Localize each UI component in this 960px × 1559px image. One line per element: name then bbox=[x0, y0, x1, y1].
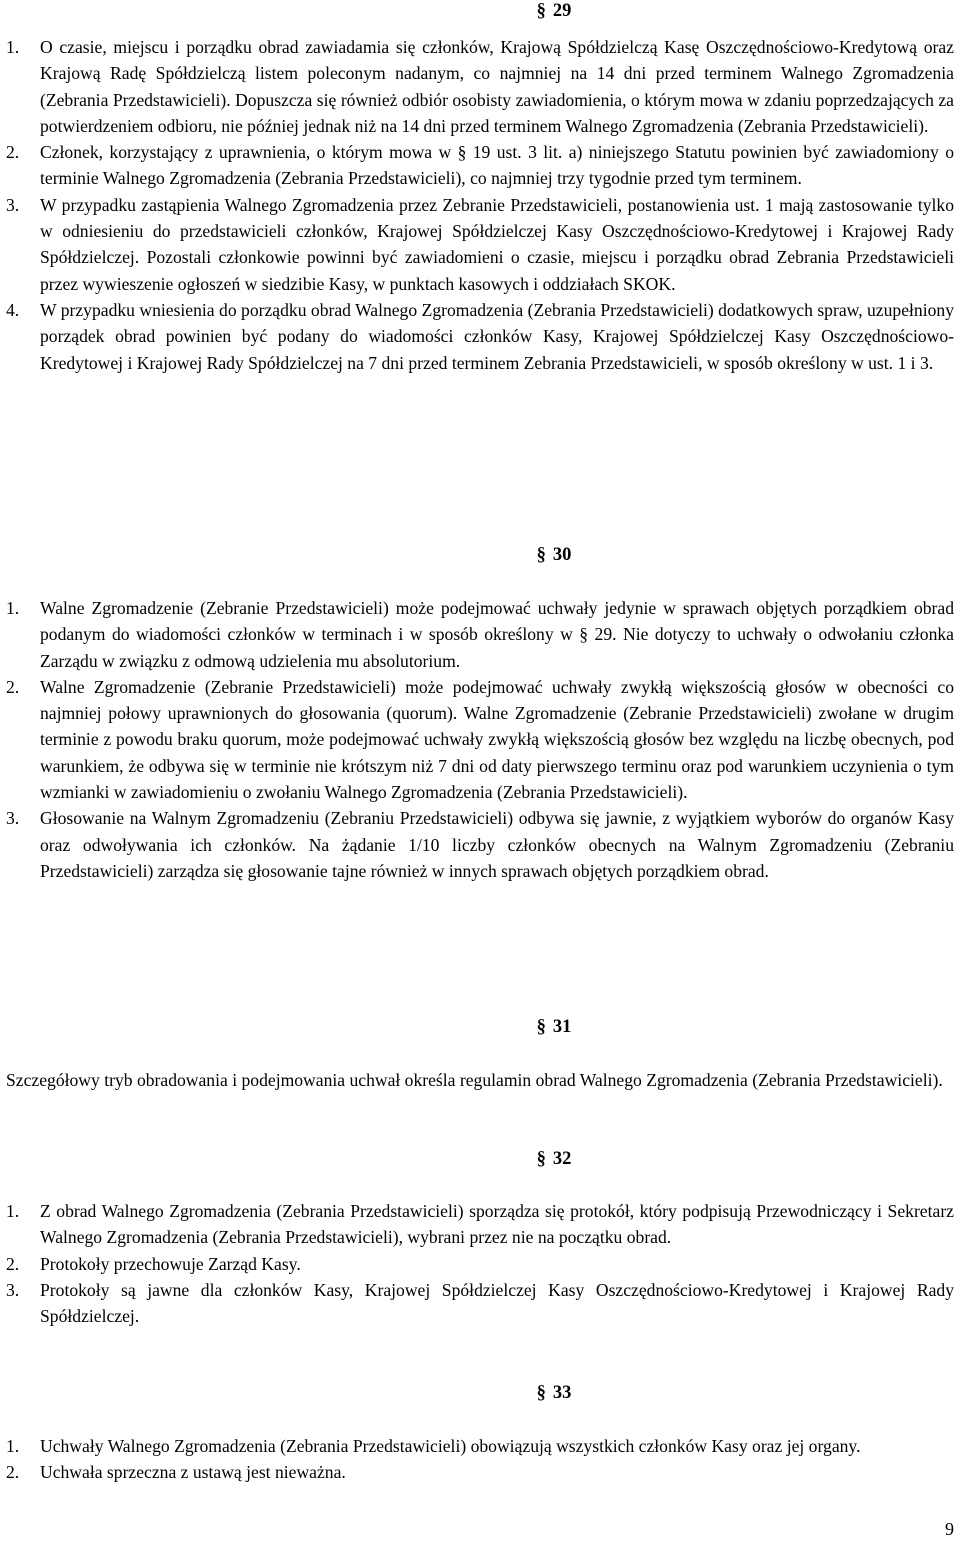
item-number: 2. bbox=[6, 676, 20, 697]
item-text: Uchwała sprzeczna z ustawą jest nieważna. bbox=[40, 1462, 346, 1483]
list-item bbox=[0, 297, 960, 376]
list-item bbox=[0, 139, 960, 192]
item-text: Walne Zgromadzenie (Zebranie Przedstawicieli) może podejmować uchwały jedynie w sprawach objętych porządkiem obrad podanym do wiadomości członków w terminach i w sposób określony w § 29. Nie dotyczy to uchwały o odwołaniu członka Zarządu w związku z odmową udzielenia mu absolutorium. bbox=[40, 598, 954, 671]
section-number: 32 bbox=[552, 1149, 572, 1169]
section-heading-29 bbox=[0, 0, 960, 24]
item-text: O czasie, miejscu i porządku obrad zawiadamia się członków, Krajową Spółdzielczą Kasę Oszczędnościowo-Kredytową oraz Krajową Radę Spółdzielczą listem poleconym nadanym, co najmniej na 14 dni przed terminem Walnego Zgromadzenia (Zebrania Przedstawicieli). Dopuszcza się również odbiór osobisty zawiadomienia, o którym mowa w zdaniu poprzedzających za potwierdzeniem odbioru, nie później jednak niż na 14 dni przed terminem Walnego Zgromadzenia (Zebrania Przedstawicieli). bbox=[40, 37, 954, 136]
item-number: 1. bbox=[6, 1201, 20, 1221]
list-item bbox=[0, 1433, 960, 1459]
item-number: 3. bbox=[6, 1279, 20, 1300]
item-number: 2. bbox=[6, 142, 20, 163]
item-text: Z obrad Walnego Zgromadzenia (Zebrania Przedstawicieli) sporządza się protokół, który podpisują Przewodniczący i Sekretarz Walnego Zgromadzenia (Zebrania Przedstawicieli), wybrani przez nie na początku obrad. bbox=[40, 1201, 954, 1248]
item-number: 4. bbox=[6, 299, 20, 320]
section-number: 33 bbox=[552, 1383, 572, 1403]
section-heading-31 bbox=[0, 1014, 960, 1040]
list-item bbox=[0, 1459, 960, 1485]
section-number: 30 bbox=[552, 545, 572, 565]
list-item bbox=[0, 34, 960, 139]
page-number: 9 bbox=[945, 1519, 954, 1539]
item-text: Protokoły przechowuje Zarząd Kasy. bbox=[40, 1253, 301, 1274]
section-31-paragraph: Szczegółowy tryb obradowania i podejmowania uchwał określa regulamin obrad Walnego Zgromadzenia (Zebrania Przedstawicieli). bbox=[6, 1070, 943, 1090]
list-item bbox=[0, 674, 960, 805]
section-29-list bbox=[0, 34, 960, 376]
section-32-list bbox=[0, 1198, 960, 1329]
section-number: 31 bbox=[552, 1017, 572, 1037]
item-number: 1. bbox=[6, 1436, 20, 1456]
list-item bbox=[0, 1277, 960, 1330]
item-number: 3. bbox=[6, 808, 20, 829]
section-33-list bbox=[0, 1433, 960, 1486]
section-sign: § bbox=[536, 545, 546, 565]
section-30-list bbox=[0, 595, 960, 884]
item-text: W przypadku wniesienia do porządku obrad Walnego Zgromadzenia (Zebrania Przedstawicieli) dodatkowych spraw, uzupełniony porządek obrad powinien być podany do wiadomości członków Kasy, Krajowej Spółdzielczej Kasy Oszczędnościowo-Kredytowej i Krajowej Rady Spółdzielczej na 7 dni przed terminem Zebrania Przedstawicieli, w sposób określony w ust. 1 i 3. bbox=[40, 299, 954, 373]
section-heading-30 bbox=[0, 542, 960, 568]
item-text: Protokoły są jawne dla członków Kasy, Krajowej Spółdzielczej Kasy Oszczędnościowo-Kredytowej i Krajowej Rady Spółdzielczej. bbox=[40, 1279, 954, 1327]
section-heading-33 bbox=[0, 1380, 960, 1406]
item-number: 2. bbox=[6, 1462, 20, 1483]
list-item bbox=[0, 192, 960, 297]
item-text: W przypadku zastąpienia Walnego Zgromadzenia przez Zebranie Przedstawicieli, postanowienia ust. 1 mają zastosowanie tylko w odniesieniu do przedstawicieli członków, Krajowej Spółdzielczej Kasy Oszczędnościowo-Kredytowej i Krajowej Rady Spółdzielczej. Pozostali członkowie powinni być zawiadomieni o czasie, miejscu i porządku obrad Zebrania Przedstawicieli przez wywieszenie ogłoszeń w siedzibie Kasy, w punktach kasowych i oddziałach SKOK. bbox=[40, 194, 954, 294]
item-text: Uchwały Walnego Zgromadzenia (Zebrania Przedstawicieli) obowiązują wszystkich członków Kasy oraz jej organy. bbox=[40, 1436, 861, 1456]
section-number: 29 bbox=[552, 1, 572, 21]
list-item bbox=[0, 595, 960, 674]
section-sign: § bbox=[536, 1383, 546, 1403]
list-item bbox=[0, 805, 960, 884]
item-text: Głosowanie na Walnym Zgromadzeniu (Zebraniu Przedstawicieli) odbywa się jawnie, z wyjątkiem wyborów do organów Kasy oraz odwoływania ich członków. Na żądanie 1/10 liczby członków obecnych na Walnym Zgromadzeniu (Zebraniu Przedstawicieli) zarządza się głosowanie tajne również w innych sprawach objętych porządkiem obrad. bbox=[40, 808, 954, 881]
item-number: 1. bbox=[6, 598, 20, 618]
list-item bbox=[0, 1251, 960, 1277]
section-sign: § bbox=[536, 1017, 546, 1037]
item-number: 2. bbox=[6, 1253, 20, 1274]
list-item bbox=[0, 1198, 960, 1251]
item-text: Walne Zgromadzenie (Zebranie Przedstawicieli) może podejmować uchwały zwykłą większością głosów w obecności co najmniej połowy uprawnionych do głosowania (quorum). Walne Zgromadzenie (Zebranie Przedstawicieli) zwołane w drugim terminie z powodu braku quorum, może podejmować uchwały zwykłą większością głosów bez względu na liczbę obecnych, pod warunkiem, że odbywa się w terminie nie krótszym niż 7 dni od daty pierwszego terminu oraz pod warunkiem uczynienia o tym wzmianki w zawiadomieniu o zwołaniu Walnego Zgromadzenia (Zebrania Przedstawicieli). bbox=[40, 676, 954, 803]
item-text: Członek, korzystający z uprawnienia, o którym mowa w § 19 ust. 3 lit. a) niniejszego Statutu powinien być zawiadomiony o terminie Walnego Zgromadzenia (Zebrania Przedstawicieli), co najmniej trzy tygodnie przed tym terminem. bbox=[40, 142, 954, 189]
item-number: 1. bbox=[6, 37, 20, 57]
section-sign: § bbox=[536, 1, 546, 21]
section-sign: § bbox=[536, 1149, 546, 1169]
item-number: 3. bbox=[6, 194, 20, 215]
section-heading-32 bbox=[0, 1146, 960, 1172]
